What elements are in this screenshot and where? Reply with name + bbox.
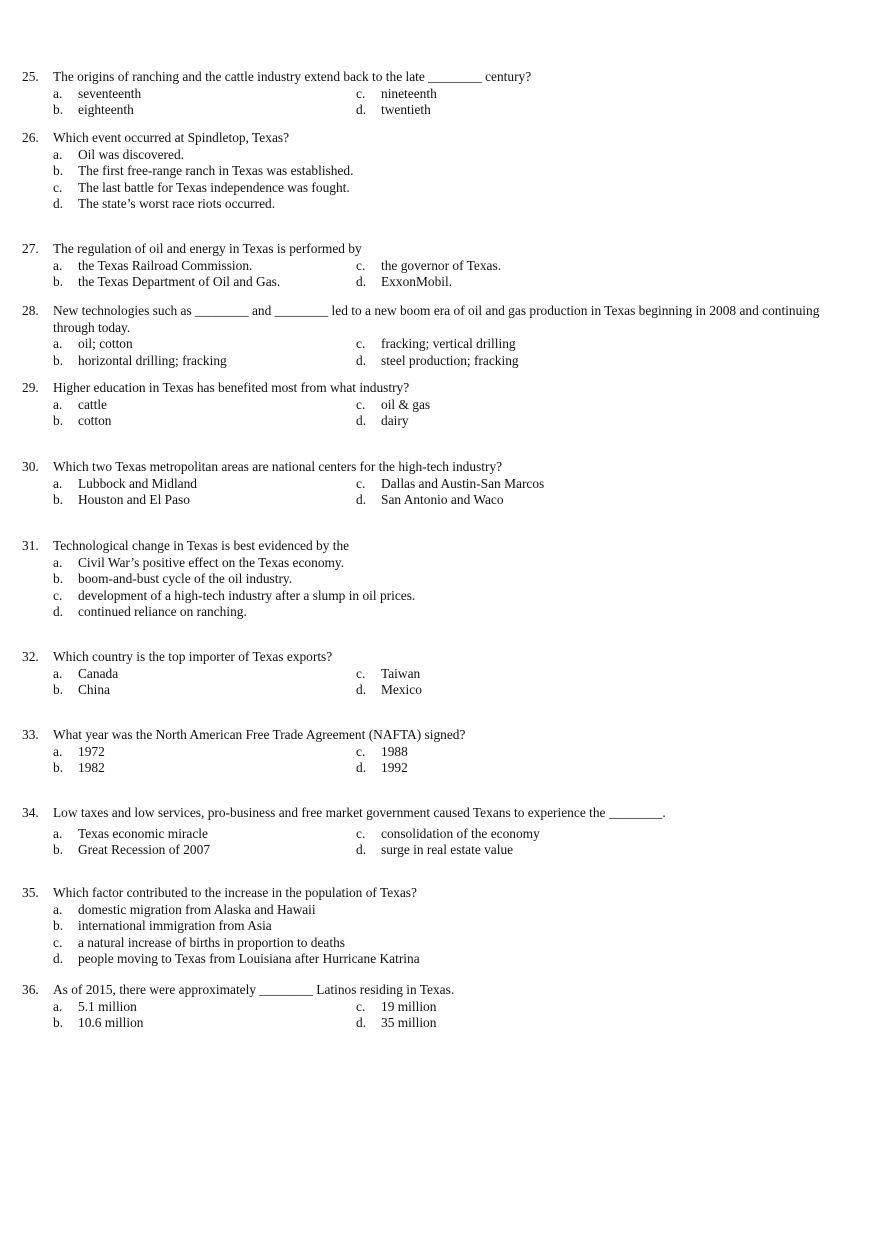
option-text: twentieth: [381, 102, 431, 117]
option-text: 1972: [78, 743, 105, 759]
option-letter: a.: [53, 257, 63, 273]
question-stem: The origins of ranching and the cattle industry extend back to the late ________ century?: [53, 69, 532, 84]
answer-option-c: [356, 999, 696, 1016]
answer-options: [53, 258, 842, 291]
option-letter: c.: [53, 587, 63, 603]
answer-option-c: [53, 935, 842, 952]
answer-option-b: [53, 760, 356, 777]
option-letter: a.: [53, 396, 63, 412]
option-text: Taiwan: [381, 665, 421, 681]
answer-option-c: [356, 86, 696, 103]
option-letter: d.: [356, 682, 367, 697]
answer-option-a: [53, 86, 356, 103]
answer-option-c: [356, 476, 696, 493]
option-text: seventeenth: [78, 85, 142, 101]
option-text: Dallas and Austin-San Marcos: [381, 475, 545, 491]
answer-option-d: [53, 951, 842, 968]
question-33: [22, 727, 842, 777]
question-25: [22, 69, 842, 119]
answer-options: [53, 999, 842, 1032]
option-letter: d.: [356, 1015, 367, 1030]
question-number: 34.: [22, 805, 39, 820]
option-letter: d.: [356, 760, 367, 775]
answer-option-c: [356, 397, 696, 414]
option-text: Houston and El Paso: [78, 492, 190, 507]
answer-option-a: [53, 476, 356, 493]
answer-option-c: [356, 744, 696, 761]
option-letter: a.: [53, 554, 63, 570]
question-number: 26.: [22, 130, 39, 145]
option-text: cattle: [78, 396, 107, 412]
option-text: eighteenth: [78, 102, 134, 117]
question-stem: Low taxes and low services, pro-business and free market government caused Texans to experience the ________.: [53, 805, 666, 820]
option-letter: b.: [53, 842, 64, 857]
question-number: 30.: [22, 459, 39, 474]
option-letter: d.: [53, 604, 64, 619]
answer-option-d: [356, 760, 696, 777]
option-letter: d.: [356, 352, 367, 368]
option-text: The first free-range ranch in Texas was established.: [78, 163, 354, 178]
option-letter: b.: [53, 918, 64, 933]
answer-option-b: [53, 682, 356, 699]
question-number: 28.: [22, 303, 39, 318]
option-text: Oil was discovered.: [78, 146, 184, 162]
question-stem: Which two Texas metropolitan areas are national centers for the high-tech industry?: [53, 459, 503, 474]
option-letter: d.: [53, 196, 64, 211]
answer-option-d: [356, 413, 696, 430]
answer-option-a: [53, 555, 842, 572]
answer-option-c: [53, 180, 842, 197]
option-letter: c.: [356, 998, 366, 1014]
question-line: [22, 538, 842, 555]
option-letter: c.: [53, 934, 63, 950]
answer-option-b: [53, 413, 356, 430]
option-letter: d.: [356, 842, 367, 857]
option-text: the governor of Texas.: [381, 257, 502, 273]
question-line: [22, 69, 842, 86]
option-text: China: [78, 682, 110, 697]
question-stem: New technologies such as ________ and ________ led to a new boom era of oil and gas production in Texas beginning in 2008 and continuing through today.: [53, 303, 820, 335]
question-stem: What year was the North American Free Trade Agreement (NAFTA) signed?: [53, 727, 466, 742]
option-letter: c.: [53, 179, 63, 195]
question-number: 31.: [22, 538, 39, 553]
question-line: [22, 241, 842, 258]
option-text: oil; cotton: [78, 336, 133, 351]
option-letter: d.: [356, 492, 367, 507]
answer-options: [53, 86, 842, 119]
option-text: development of a high-tech industry after a slump in oil prices.: [78, 587, 416, 603]
option-text: the Texas Railroad Commission.: [78, 257, 253, 273]
option-text: Great Recession of 2007: [78, 842, 211, 857]
question-stem: Technological change in Texas is best evidenced by the: [53, 538, 350, 553]
option-text: ExxonMobil.: [381, 274, 453, 289]
question-number: 27.: [22, 241, 39, 256]
answer-option-a: [53, 258, 356, 275]
question-stem: Which factor contributed to the increase in the population of Texas?: [53, 885, 417, 900]
option-text: the Texas Department of Oil and Gas.: [78, 274, 281, 289]
question-line: [22, 303, 842, 336]
answer-option-a: [53, 397, 356, 414]
question-34: [22, 805, 842, 859]
option-text: 19 million: [381, 998, 437, 1014]
option-letter: a.: [53, 743, 63, 759]
option-letter: a.: [53, 665, 63, 681]
option-text: steel production; fracking: [381, 352, 519, 368]
option-letter: a.: [53, 85, 63, 101]
question-number: 35.: [22, 885, 39, 900]
option-letter: b.: [53, 760, 64, 775]
option-text: oil & gas: [381, 396, 431, 412]
question-line: [22, 649, 842, 666]
option-letter: c.: [356, 665, 366, 681]
answer-options: [53, 744, 842, 777]
option-letter: b.: [53, 492, 64, 507]
question-29: [22, 380, 842, 430]
option-text: Canada: [78, 665, 119, 681]
answer-options: [53, 397, 842, 430]
option-letter: b.: [53, 571, 64, 586]
option-letter: a.: [53, 475, 63, 491]
option-letter: d.: [356, 413, 367, 428]
answer-option-d: [356, 492, 696, 509]
question-line: [22, 805, 842, 822]
answer-option-b: [53, 163, 842, 180]
answer-options: [53, 826, 842, 859]
answer-option-d: [53, 604, 842, 621]
answer-option-d: [356, 102, 696, 119]
option-text: continued reliance on ranching.: [78, 604, 247, 619]
answer-option-a: [53, 666, 356, 683]
question-32: [22, 649, 842, 699]
option-letter: c.: [356, 825, 366, 841]
option-letter: b.: [53, 682, 64, 697]
answer-option-d: [356, 353, 696, 370]
answer-option-d: [53, 196, 842, 213]
answer-option-d: [356, 682, 696, 699]
answer-option-d: [356, 842, 696, 859]
answer-option-c: [53, 588, 842, 605]
option-text: surge in real estate value: [381, 842, 514, 857]
answer-option-c: [356, 258, 696, 275]
answer-options: [53, 147, 842, 213]
option-letter: b.: [53, 163, 64, 178]
option-text: The state’s worst race riots occurred.: [78, 196, 276, 211]
option-letter: d.: [356, 102, 367, 117]
option-text: consolidation of the economy: [381, 825, 540, 841]
option-text: a natural increase of births in proportion to deaths: [78, 934, 345, 950]
answer-option-c: [356, 666, 696, 683]
answer-options: [53, 336, 842, 369]
option-letter: c.: [356, 85, 366, 101]
option-text: Texas economic miracle: [78, 825, 208, 841]
question-number: 36.: [22, 982, 39, 997]
answer-options: [53, 902, 842, 968]
question-28: [22, 303, 842, 369]
question-30: [22, 459, 842, 509]
option-text: horizontal drilling; fracking: [78, 352, 227, 368]
answer-option-a: [53, 336, 356, 353]
question-stem: Which event occurred at Spindletop, Texas?: [53, 130, 290, 145]
option-text: dairy: [381, 413, 409, 428]
question-stem: Higher education in Texas has benefited most from what industry?: [53, 380, 410, 395]
answer-option-d: [356, 274, 696, 291]
option-letter: a.: [53, 825, 63, 841]
option-letter: c.: [356, 396, 366, 412]
option-text: nineteenth: [381, 85, 437, 101]
option-letter: b.: [53, 274, 64, 289]
question-line: [22, 727, 842, 744]
question-line: [22, 459, 842, 476]
answer-option-c: [356, 336, 696, 353]
answer-options: [53, 555, 842, 621]
question-31: [22, 538, 842, 621]
option-letter: a.: [53, 146, 63, 162]
option-letter: b.: [53, 1015, 64, 1030]
option-letter: b.: [53, 413, 64, 428]
option-text: Civil War’s positive effect on the Texas economy.: [78, 554, 345, 570]
answer-option-b: [53, 353, 356, 370]
option-letter: d.: [356, 274, 367, 289]
question-36: [22, 982, 842, 1032]
option-text: 35 million: [381, 1015, 437, 1030]
option-letter: c.: [356, 257, 366, 273]
option-text: Lubbock and Midland: [78, 475, 198, 491]
answer-options: [53, 666, 842, 699]
answer-option-a: [53, 826, 356, 843]
answer-option-a: [53, 902, 842, 919]
option-text: 1982: [78, 760, 105, 775]
option-text: 5.1 million: [78, 998, 137, 1014]
option-letter: c.: [356, 336, 366, 351]
option-text: 10.6 million: [78, 1015, 144, 1030]
option-text: domestic migration from Alaska and Hawaii: [78, 901, 316, 917]
question-line: [22, 130, 842, 147]
answer-option-b: [53, 102, 356, 119]
question-line: [22, 380, 842, 397]
question-line: [22, 982, 842, 999]
option-text: 1988: [381, 743, 408, 759]
option-text: The last battle for Texas independence was fought.: [78, 179, 350, 195]
question-26: [22, 130, 842, 213]
option-letter: a.: [53, 336, 63, 351]
option-letter: c.: [356, 475, 366, 491]
question-35: [22, 885, 842, 968]
option-text: cotton: [78, 413, 112, 428]
answer-option-b: [53, 571, 842, 588]
answer-option-b: [53, 842, 356, 859]
answer-option-b: [53, 492, 356, 509]
option-letter: a.: [53, 901, 63, 917]
question-line: [22, 885, 842, 902]
option-text: San Antonio and Waco: [381, 492, 504, 507]
option-letter: d.: [53, 951, 64, 966]
option-text: people moving to Texas from Louisiana after Hurricane Katrina: [78, 951, 420, 966]
answer-options: [53, 476, 842, 509]
question-stem: The regulation of oil and energy in Texas is performed by: [53, 241, 362, 256]
answer-option-b: [53, 274, 356, 291]
question-number: 29.: [22, 380, 39, 395]
answer-option-a: [53, 147, 842, 164]
answer-option-a: [53, 744, 356, 761]
answer-option-b: [53, 1015, 356, 1032]
answer-option-d: [356, 1015, 696, 1032]
option-text: Mexico: [381, 682, 422, 697]
option-text: 1992: [381, 760, 408, 775]
option-text: international immigration from Asia: [78, 918, 272, 933]
question-number: 33.: [22, 727, 39, 742]
option-letter: b.: [53, 102, 64, 117]
question-number: 25.: [22, 69, 39, 84]
option-letter: c.: [356, 743, 366, 759]
question-stem: As of 2015, there were approximately ________ Latinos residing in Texas.: [53, 982, 455, 997]
option-letter: b.: [53, 352, 64, 368]
option-text: boom-and-bust cycle of the oil industry.: [78, 571, 293, 586]
answer-option-b: [53, 918, 842, 935]
question-27: [22, 241, 842, 291]
option-letter: a.: [53, 998, 63, 1014]
option-text: fracking; vertical drilling: [381, 336, 516, 351]
answer-option-c: [356, 826, 696, 843]
answer-option-a: [53, 999, 356, 1016]
question-stem: Which country is the top importer of Texas exports?: [53, 649, 333, 664]
question-number: 32.: [22, 649, 39, 664]
